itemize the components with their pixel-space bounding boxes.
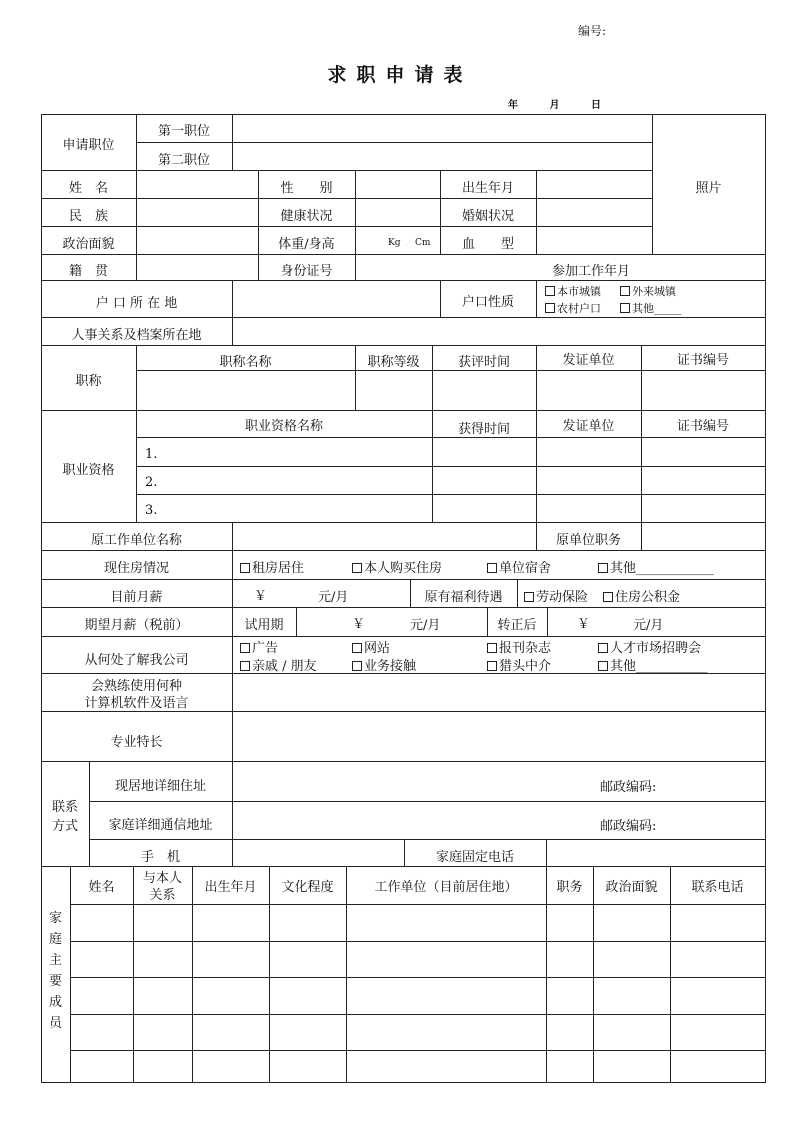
first-position-label: 第一职位 [157,124,210,139]
rule [641,522,642,550]
source-opt-business-text: 业务接触 [364,659,417,674]
rule [70,977,766,978]
gender-label: 性 别 [280,181,333,196]
software-input[interactable] [233,674,765,711]
rule [41,579,766,580]
checkbox-icon [603,592,613,602]
current-salary-unit: 元/月 [318,590,349,605]
housing-opt-own-text: 本人购买住房 [364,561,443,576]
archive-label: 人事关系及档案所在地 [71,328,202,343]
source-opt-web[interactable] [352,637,390,656]
rule [346,866,347,1082]
family-label-char: 家 [48,911,62,926]
welfare-opt-fund[interactable] [603,586,680,605]
political-label: 政治面貌 [62,237,115,252]
checkbox-icon [240,563,250,573]
former-company-input[interactable] [233,523,536,550]
qualification-row-3: 3. [145,503,158,518]
rule [41,280,766,281]
rule [136,437,766,438]
expected-salary-label: 期望月薪（税前） [84,618,189,633]
ethnicity-label: 民 族 [68,209,108,224]
checkbox-icon [240,661,250,671]
mobile-label: 手 机 [140,850,180,865]
photo-label: 照片 [695,181,722,196]
rule [269,866,270,1082]
family-label-char: 主 [48,953,62,968]
family-label-char: 要 [48,974,62,989]
checkbox-icon [524,592,534,602]
rule [232,636,233,673]
checkbox-icon [545,303,555,313]
first-position-input[interactable] [233,115,651,142]
housing-opt-dorm-text: 单位宿舍 [499,561,552,576]
title-cert-header: 证书编号 [676,353,729,368]
rule [70,904,766,905]
rule [70,941,766,942]
housing-opt-rent-text: 租房居住 [252,561,305,576]
rule [41,345,766,346]
current-salary-label: 目前月薪 [110,590,163,605]
welfare-label: 原有福利待遇 [424,590,503,605]
family-relation-header-1: 与本人 [142,871,182,886]
welfare-opt-insurance[interactable] [524,586,588,605]
source-opt-friends-text: 亲戚 / 朋友 [252,659,317,674]
contact-label-1: 联系 [51,800,78,815]
rule [232,280,233,317]
rule [70,866,71,1082]
family-label-char: 员 [48,1016,62,1031]
checkbox-icon [240,643,250,653]
contact-label-2: 方式 [51,819,78,834]
qualification-date-header: 获得时间 [457,422,510,437]
checkbox-icon [620,286,630,296]
regular-unit: 元/月 [633,618,664,633]
second-position-label: 第二职位 [157,153,210,168]
postal-code-label-1: 邮政编码: [600,780,657,795]
current-salary-yen: ￥ [254,589,268,604]
position-label: 申请职位 [62,138,115,153]
housing-opt-own[interactable] [352,557,442,576]
source-opt-other-text: 其他___________ [610,659,708,674]
checkbox-icon [352,563,362,573]
rule [70,1014,766,1015]
current-address-label: 现居地详细住址 [114,779,206,794]
photo-box[interactable] [653,115,765,255]
name-label: 姓 名 [68,181,108,196]
family-birth-header: 出生年月 [204,880,257,895]
date-day: 日 [590,100,601,111]
rule [547,607,548,636]
checkbox-icon [487,661,497,671]
former-company-label: 原工作单位名称 [90,533,182,548]
rule [593,866,594,1082]
family-label-char: 成 [48,995,62,1010]
rule [232,579,233,607]
kg-unit: Kg [388,238,401,248]
welfare-opt-insurance-text: 劳动保险 [536,590,589,605]
housing-opt-dorm[interactable] [487,557,551,576]
date-line [508,96,601,111]
checkbox-icon [352,643,362,653]
source-opt-ad[interactable] [240,637,278,656]
housing-opt-other-text: 其他____________ [610,561,715,576]
mobile-input[interactable] [233,840,404,866]
hukou-opt-rural[interactable] [545,300,601,316]
health-label: 健康状况 [280,209,333,224]
source-opt-friends[interactable] [240,655,317,674]
serial-number-label: 编号: [578,24,607,38]
marital-label: 婚姻状况 [461,209,514,224]
checkbox-icon [620,303,630,313]
source-opt-press[interactable] [487,637,551,656]
family-workplace-header: 工作单位（目前居住地） [374,880,518,895]
checkbox-icon [598,661,608,671]
hukou-opt-rural-text: 农村户口 [557,302,601,315]
title-name-header: 职称名称 [219,355,272,370]
hukou-opt-city-text: 本市城镇 [557,285,601,298]
rule [41,607,766,608]
source-opt-web-text: 网站 [364,641,391,656]
rule [536,280,537,317]
checkbox-icon [487,643,497,653]
cm-unit: Cm [415,238,431,248]
name-input[interactable] [137,171,258,198]
date-month: 月 [549,100,560,111]
rule [136,466,766,467]
hukou-opt-other-text: 其他_____ [632,302,682,315]
home-address-label: 家庭详细通信地址 [108,818,213,833]
software-label-line-1: 会熟练使用何种 [90,679,182,694]
qualification-name-header: 职业资格名称 [244,419,323,434]
hukou-opt-outside-text: 外来城镇 [632,285,676,298]
border-right [765,114,766,1083]
probation-unit: 元/月 [410,618,441,633]
weight-height-label: 体重/身高 [278,237,335,252]
home-address-input[interactable] [233,802,593,839]
family-political-header: 政治面貌 [605,880,658,895]
checkbox-icon [352,661,362,671]
second-position-input[interactable] [233,143,651,170]
specialty-input[interactable] [233,712,765,761]
checkbox-icon [487,563,497,573]
qualification-row-2: 2. [145,475,158,490]
rule [517,579,518,607]
postal-code-label-2: 邮政编码: [600,819,657,834]
source-opt-headhunter[interactable] [487,655,551,674]
title-level-header: 职称等级 [367,355,420,370]
birth-input[interactable] [537,171,652,198]
birth-label: 出生年月 [461,181,514,196]
form-title: 求职申请表 [327,64,473,86]
work-start-label: 参加工作年月 [552,264,631,279]
rule [136,494,766,495]
housing-label: 现住房情况 [103,561,169,576]
source-opt-market-text: 人才市场招聘会 [610,641,702,656]
rule [41,550,766,551]
family-name-header: 姓名 [88,880,115,895]
rule [41,410,766,411]
current-address-input[interactable] [233,762,593,801]
former-position-label: 原单位职务 [555,533,621,548]
blood-label: 血 型 [461,237,514,252]
software-label-line-2: 计算机软件及语言 [84,696,189,711]
checkbox-icon [545,286,555,296]
specialty-label: 专业特长 [110,735,163,750]
family-relation-header-2: 关系 [149,888,176,903]
rule [41,198,652,199]
source-opt-market[interactable] [598,637,701,656]
family-phone-header: 联系电话 [691,880,744,895]
checkbox-icon [598,643,608,653]
regular-label: 转正后 [497,618,537,633]
housing-opt-rent[interactable] [240,557,304,576]
home-phone-label: 家庭固定电话 [435,850,514,865]
qualification-label: 职业资格 [62,463,115,478]
family-education-header: 文化程度 [281,880,334,895]
source-label: 从何处了解我公司 [84,653,189,668]
housing-opt-other[interactable] [598,557,714,576]
family-job-header: 职务 [556,880,583,895]
title-date-header: 获评时间 [457,355,510,370]
rule [41,226,652,227]
hukou-opt-other[interactable] [620,300,682,316]
source-opt-headhunter-text: 猎头中介 [499,659,552,674]
qualification-row-1: 1. [145,447,158,462]
date-year: 年 [508,100,518,111]
rule [232,550,233,579]
rule [70,1050,766,1051]
hukou-type-label: 户口性质 [461,295,514,310]
title-section-label: 职称 [75,374,102,389]
probation-label: 试用期 [244,618,284,633]
hukou-opt-outside[interactable] [620,283,676,299]
rule [296,607,297,636]
hukou-label: 户 口 所 在 地 [95,296,178,311]
rule [546,866,547,1082]
welfare-opt-fund-text: 住房公积金 [615,590,681,605]
checkbox-icon [598,563,608,573]
rule [670,866,671,1082]
archive-input[interactable] [233,318,765,345]
gender-input[interactable] [356,171,440,198]
qualification-cert-header: 证书编号 [676,419,729,434]
regular-yen: ￥ [577,617,591,632]
native-label: 籍 贯 [68,264,108,279]
hukou-opt-city[interactable] [545,283,601,299]
qualification-issuer-header: 发证单位 [562,419,615,434]
title-issuer-header: 发证单位 [562,353,615,368]
source-opt-other[interactable] [598,655,708,674]
source-opt-press-text: 报刊杂志 [499,641,552,656]
family-label [41,908,70,1034]
home-phone-input[interactable] [547,840,765,866]
rule [136,370,766,371]
id-number-input[interactable] [356,255,546,280]
id-number-label: 身份证号 [280,264,333,279]
family-label-char: 庭 [48,932,62,947]
source-opt-business[interactable] [352,655,416,674]
probation-yen: ￥ [352,617,366,632]
source-opt-ad-text: 广告 [252,641,279,656]
border-bottom [41,1082,766,1083]
rule [192,866,193,1082]
